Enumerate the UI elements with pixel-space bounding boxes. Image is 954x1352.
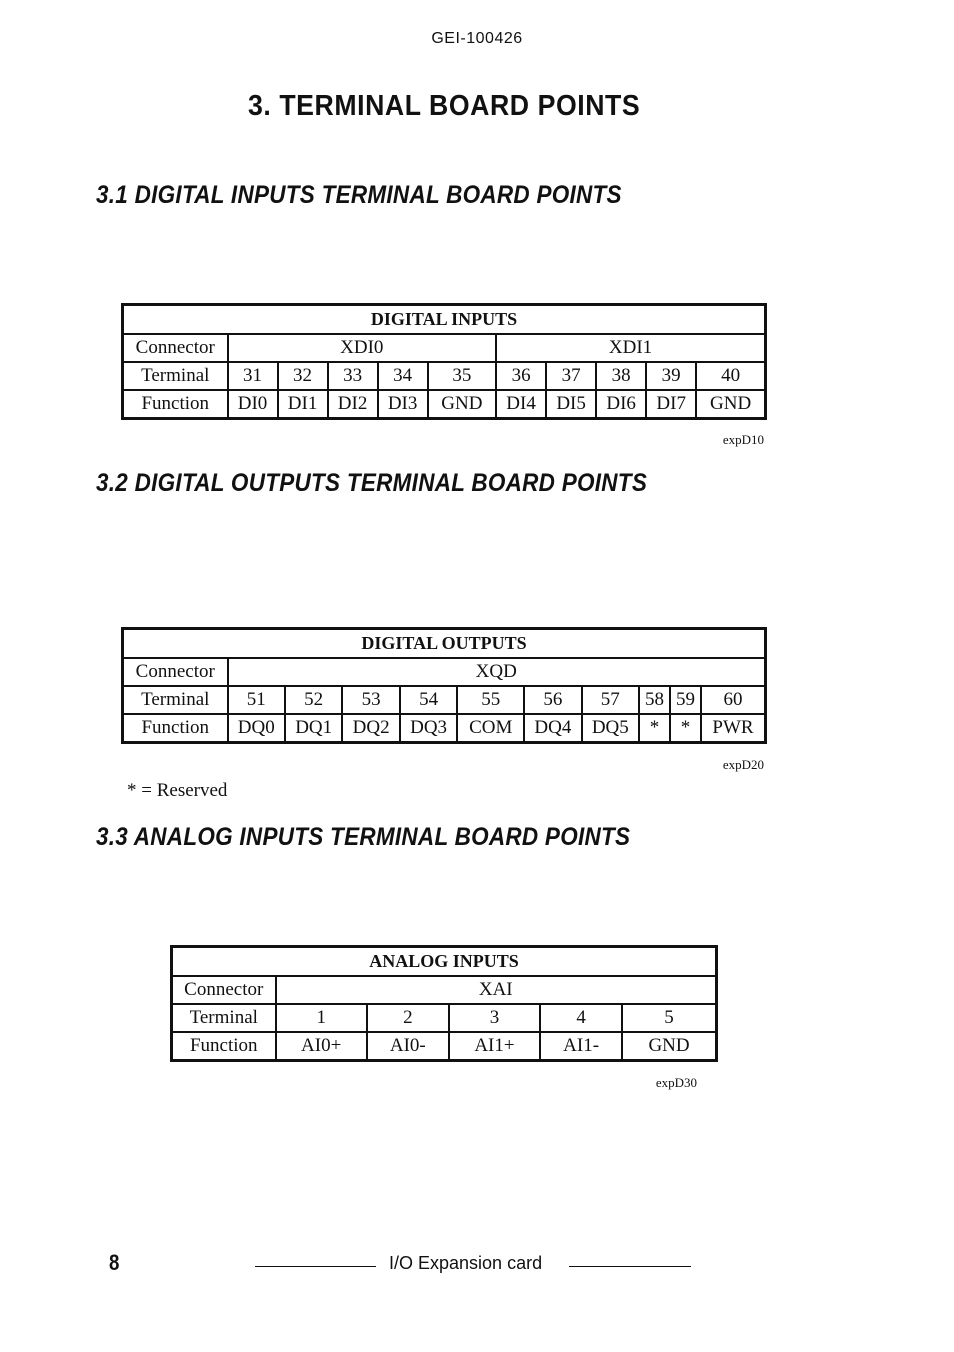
function-cell: DQ4 xyxy=(524,714,581,743)
connector-row xyxy=(172,976,717,1004)
connector-cell: XQD xyxy=(228,658,766,686)
connector-row xyxy=(123,334,766,362)
row-label: Function xyxy=(172,1032,276,1061)
function-cell: DQ5 xyxy=(582,714,639,743)
analog-inputs-table xyxy=(170,945,718,1062)
terminal-cell: 59 xyxy=(670,686,701,714)
terminal-cell: 55 xyxy=(457,686,524,714)
terminal-cell: 58 xyxy=(639,686,670,714)
row-label: Terminal xyxy=(123,362,228,390)
function-cell: DQ0 xyxy=(228,714,285,743)
document-code: GEI-100426 xyxy=(431,30,523,47)
section-title-digital-outputs: 3.2 DIGITAL OUTPUTS TERMINAL BOARD POINTS xyxy=(96,469,648,497)
footer-title: I/O Expansion card xyxy=(389,1253,543,1273)
function-cell: DI2 xyxy=(328,390,378,419)
connector-cell: XDI0 xyxy=(228,334,497,362)
function-cell: DQ1 xyxy=(285,714,342,743)
terminal-cell: 52 xyxy=(285,686,342,714)
connector-cell: XDI1 xyxy=(496,334,765,362)
table-title: DIGITAL INPUTS xyxy=(123,305,766,335)
function-cell: DI4 xyxy=(496,390,546,419)
footer-rule-left xyxy=(255,1266,376,1267)
function-cell: DI7 xyxy=(646,390,696,419)
figure-code: expD10 xyxy=(722,432,764,447)
function-cell: DI6 xyxy=(596,390,646,419)
terminal-cell: 37 xyxy=(546,362,596,390)
function-row xyxy=(172,1032,717,1061)
reserved-note: * = Reserved xyxy=(127,780,228,801)
function-cell: * xyxy=(670,714,701,743)
terminal-cell: 51 xyxy=(228,686,285,714)
terminal-cell: 34 xyxy=(378,362,428,390)
digital-outputs-table xyxy=(121,627,767,744)
terminal-cell: 60 xyxy=(701,686,766,714)
terminal-cell: 53 xyxy=(342,686,399,714)
footer-rule-right xyxy=(569,1266,691,1267)
function-cell: DI3 xyxy=(378,390,428,419)
row-label: Function xyxy=(123,390,228,419)
row-label: Terminal xyxy=(172,1004,276,1032)
figure-code: expD20 xyxy=(722,757,764,772)
terminal-cell: 1 xyxy=(276,1004,367,1032)
function-cell: DI5 xyxy=(546,390,596,419)
terminal-cell: 5 xyxy=(622,1004,716,1032)
terminal-cell: 56 xyxy=(524,686,581,714)
function-cell: DI0 xyxy=(228,390,278,419)
terminal-cell: 54 xyxy=(400,686,457,714)
terminal-cell: 31 xyxy=(228,362,278,390)
function-cell: GND xyxy=(622,1032,716,1061)
function-cell: AI0- xyxy=(367,1032,449,1061)
terminal-cell: 4 xyxy=(540,1004,622,1032)
page-number: 8 xyxy=(109,1250,120,1275)
row-label: Connector xyxy=(123,334,228,362)
function-cell: AI1- xyxy=(540,1032,622,1061)
terminal-row xyxy=(123,686,766,714)
function-row xyxy=(123,390,766,419)
row-label: Terminal xyxy=(123,686,228,714)
function-cell: DQ3 xyxy=(400,714,457,743)
row-label: Connector xyxy=(172,976,276,1004)
function-cell: DQ2 xyxy=(342,714,399,743)
terminal-cell: 38 xyxy=(596,362,646,390)
table-title: ANALOG INPUTS xyxy=(172,947,717,977)
function-cell: GND xyxy=(696,390,765,419)
function-cell: PWR xyxy=(701,714,766,743)
row-label: Function xyxy=(123,714,228,743)
terminal-cell: 39 xyxy=(646,362,696,390)
section-title-analog-inputs: 3.3 ANALOG INPUTS TERMINAL BOARD POINTS xyxy=(96,823,631,851)
terminal-cell: 40 xyxy=(696,362,765,390)
function-row xyxy=(123,714,766,743)
function-cell: AI0+ xyxy=(276,1032,367,1061)
terminal-cell: 32 xyxy=(278,362,328,390)
function-cell: GND xyxy=(428,390,496,419)
function-cell: COM xyxy=(457,714,524,743)
function-cell: * xyxy=(639,714,670,743)
terminal-row xyxy=(123,362,766,390)
table-title: DIGITAL OUTPUTS xyxy=(123,629,766,659)
function-cell: DI1 xyxy=(278,390,328,419)
terminal-cell: 3 xyxy=(449,1004,540,1032)
connector-row xyxy=(123,658,766,686)
figure-code: expD30 xyxy=(655,1075,697,1090)
connector-cell: XAI xyxy=(276,976,717,1004)
terminal-cell: 2 xyxy=(367,1004,449,1032)
section-title-digital-inputs: 3.1 DIGITAL INPUTS TERMINAL BOARD POINTS xyxy=(96,181,622,209)
page-title: 3. TERMINAL BOARD POINTS xyxy=(248,90,641,122)
terminal-row xyxy=(172,1004,717,1032)
terminal-cell: 36 xyxy=(496,362,546,390)
function-cell: AI1+ xyxy=(449,1032,540,1061)
digital-inputs-table xyxy=(121,303,767,420)
row-label: Connector xyxy=(123,658,228,686)
terminal-cell: 33 xyxy=(328,362,378,390)
terminal-cell: 57 xyxy=(582,686,639,714)
terminal-cell: 35 xyxy=(428,362,496,390)
